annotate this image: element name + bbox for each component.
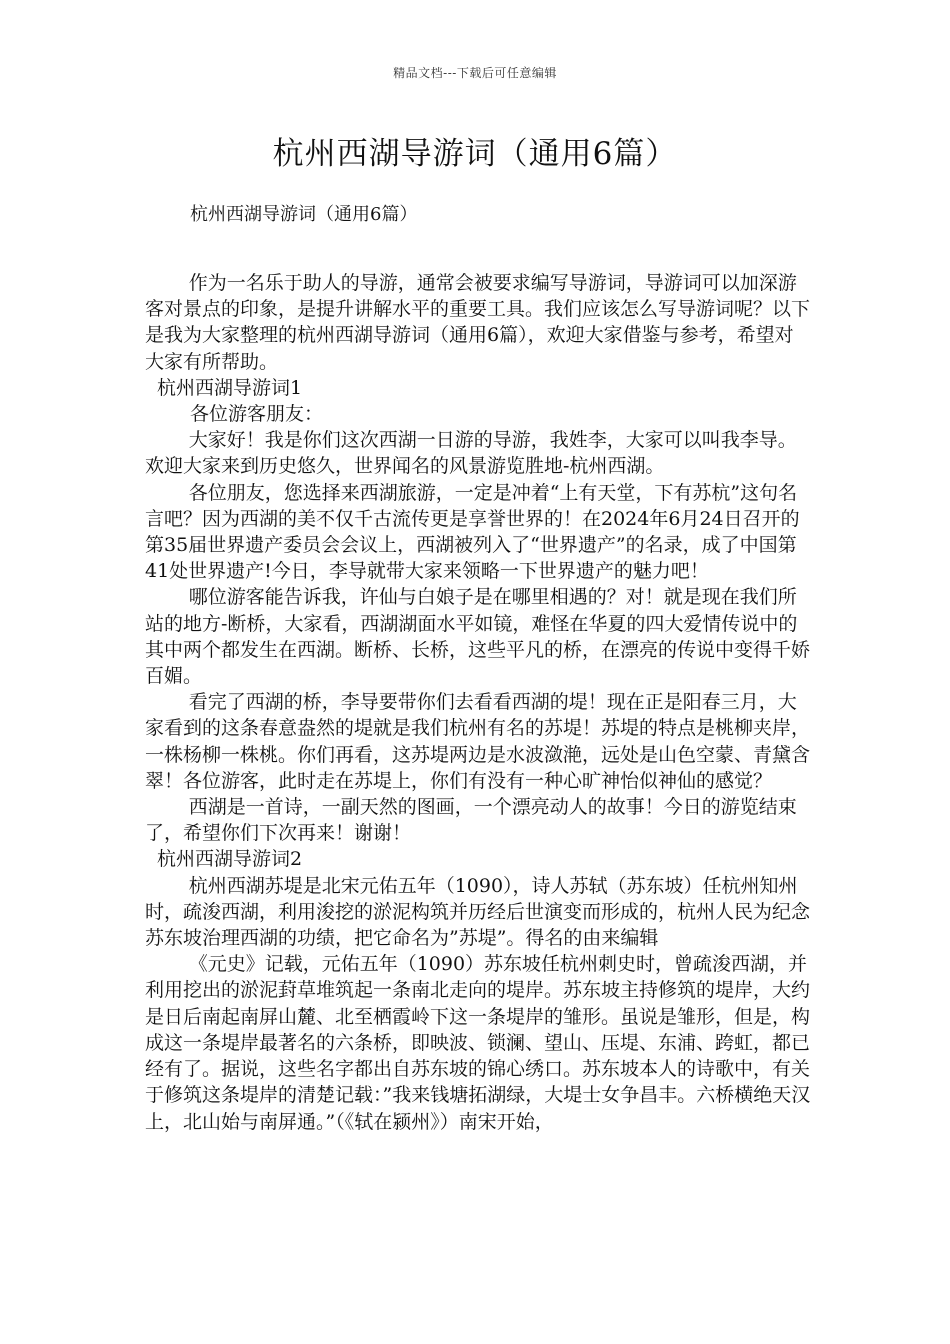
body-paragraph: 《元史》记载，元佑五年（1090）苏东坡任杭州刺史时，曾疏浚西湖，并利用挖出的淤泥葑草堆筑起一条南北走向的堤岸。苏东坡主持修筑的堤岸，大约是日后南起南屏山麓、北至栖霞岭下这一条堤岸的雏形。虽说是雏形，但是，构成这一条堤岸最著名的六条桥，即映波、锁澜、望山、压堤、东浦、跨虹，都已经有了。据说，这些名字都出自苏东坡的锦心绣口。苏东坡本人的诗歌中，有关于修筑这条堤岸的清楚记载：”我来钱塘拓湖绿，大堤士女争昌丰。六桥横绝天汉上，北山始与南屏通。”（《轼在颍州》）南宋开始，	[145, 953, 811, 1133]
body-paragraph: 杭州西湖苏堤是北宋元佑五年（1090），诗人苏轼（苏东坡）任杭州知州时，疏浚西湖，利用浚挖的淤泥构筑并历经后世演变而形成的，杭州人民为纪念苏东坡治理西湖的功绩，把它命名为”苏堤”。得名的由来编辑	[145, 874, 811, 950]
body-paragraph: 看完了西湖的桥，李导要带你们去看看西湖的堤！现在正是阳春三月，大家看到的这条春意盎然的堤就是我们杭州有名的苏堤！苏堤的特点是桃柳夹岸，一株杨柳一株桃。你们再看，这苏堤两边是水波潋滟，远处是山色空蒙、青黛含翠！各位游客，此时走在苏堤上，你们有没有一种心旷神怡似神仙的感觉？	[145, 691, 811, 792]
greeting: 各位游客朋友：	[190, 403, 324, 426]
intro-paragraph: 作为一名乐于助人的导游，通常会被要求编写导游词，导游词可以加深游客对景点的印象，是提升讲解水平的重要工具。我们应该怎么写导游词呢？以下是我为大家整理的杭州西湖导游词（通用6篇），欢迎大家借鉴与参考，希望对大家有所帮助。	[145, 272, 811, 373]
section-heading-2: 杭州西湖导游词2	[157, 848, 303, 871]
body-paragraph: 哪位游客能告诉我，许仙与白娘子是在哪里相遇的？对！就是现在我们所站的地方-断桥，大家看，西湖湖面水平如镜，难怪在华夏的四大爱情传说中的其中两个都发生在西湖。断桥、长桥，这些平凡的桥，在漂亮的传说中变得千娇百媚。	[145, 586, 811, 688]
document-body	[145, 270, 811, 1135]
body-paragraph: 西湖是一首诗，一副天然的图画，一个漂亮动人的故事！今日的游览结束了，希望你们下次再来！谢谢！	[145, 796, 797, 845]
document-title: 杭州西湖导游词（通用6篇）	[272, 136, 678, 172]
document-subtitle: 杭州西湖导游词（通用6篇）	[190, 204, 418, 225]
section-heading-1: 杭州西湖导游词1	[157, 376, 303, 399]
body-paragraph: 大家好！我是你们这次西湖一日游的导游，我姓李，大家可以叫我李导。欢迎大家来到历史悠久，世界闻名的风景游览胜地-杭州西湖。	[145, 429, 797, 478]
page-header: 精品文档---下载后可任意编辑	[393, 66, 557, 80]
body-paragraph: 各位朋友，您选择来西湖旅游，一定是冲着“上有天堂，下有苏杭”这句名言吧？因为西湖的美不仅千古流传更是享誉世界的！在2024年6月24日召开的第35届世界遗产委员会会议上，西湖被列入了“世界遗产”的名录，成了中国第41处世界遗产!今日，李导就带大家来领略一下世界遗产的魅力吧！	[145, 481, 800, 583]
